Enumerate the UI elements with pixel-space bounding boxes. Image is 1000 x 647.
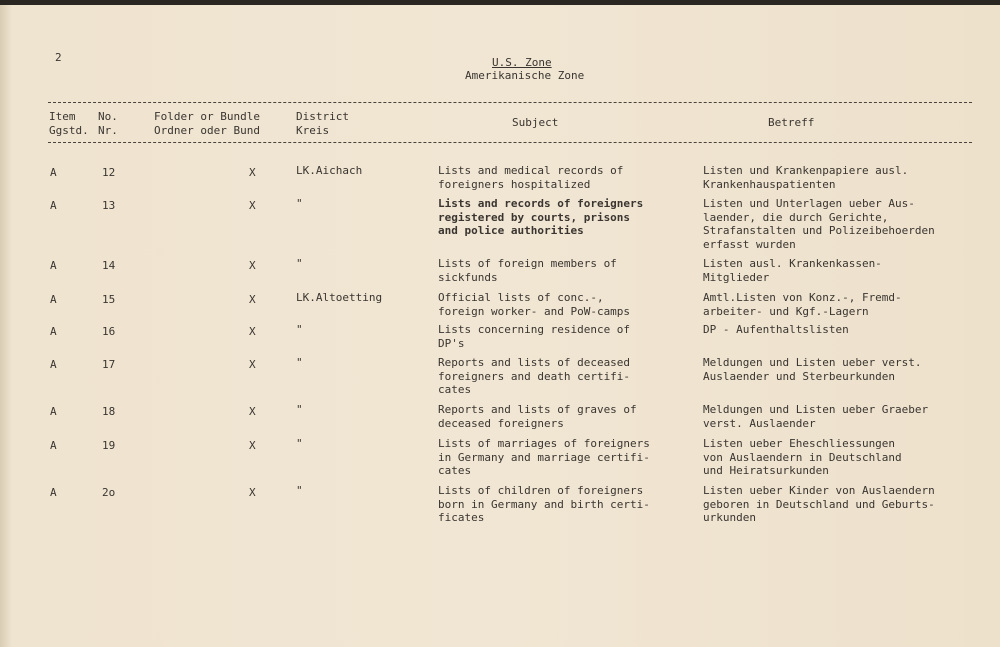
- cell-betreff: Listen ausl. Krankenkassen- Mitglieder: [703, 257, 882, 284]
- cell-item: A: [50, 259, 57, 272]
- cell-item: A: [50, 486, 57, 499]
- cell-subject: Reports and lists of graves of deceased foreigners: [438, 403, 637, 430]
- col-folder-header: Folder or Bundle Ordner oder Bund: [154, 110, 260, 137]
- cell-no: 15: [102, 293, 116, 306]
- cell-item: A: [50, 358, 57, 371]
- col-item-header: Item Ggstd.: [49, 110, 89, 137]
- cell-item: A: [50, 405, 57, 418]
- cell-folder: X: [249, 199, 256, 212]
- cell-no: 13: [102, 199, 116, 212]
- cell-betreff: Meldungen und Listen ueber verst. Auslaender und Sterbeurkunden: [703, 356, 922, 383]
- col-district-header: District Kreis: [296, 110, 349, 137]
- cell-subject: Lists of children of foreigners born in Germany and birth certi- ficates: [438, 484, 650, 524]
- cell-district: ": [296, 257, 303, 270]
- col-betreff-header: Betreff: [768, 116, 815, 129]
- cell-no: 17: [102, 358, 116, 371]
- cell-folder: X: [249, 293, 256, 306]
- cell-no: 12: [102, 166, 116, 179]
- cell-district: ": [296, 356, 303, 369]
- cell-no: 2o: [102, 486, 116, 499]
- cell-subject: Lists of marriages of foreigners in Germany and marriage certifi- cates: [438, 437, 650, 477]
- cell-folder: X: [249, 405, 256, 418]
- cell-subject: Official lists of conc.-, foreign worker- and PoW-camps: [438, 291, 631, 318]
- cell-subject: Lists and records of foreigners registered by courts, prisons and police authorities: [438, 197, 644, 237]
- cell-item: A: [50, 325, 57, 338]
- cell-district: ": [296, 484, 303, 497]
- cell-betreff: Listen ueber Kinder von Auslaendern geboren in Deutschland und Geburts- urkunden: [703, 484, 935, 524]
- cell-item: A: [50, 439, 57, 452]
- cell-item: A: [50, 199, 57, 212]
- cell-subject: Lists concerning residence of DP's: [438, 323, 631, 350]
- cell-district: LK.Aichach: [296, 164, 363, 177]
- zone-subtitle: Amerikanische Zone: [465, 69, 585, 82]
- cell-betreff: Listen und Krankenpapiere ausl. Krankenhauspatienten: [703, 164, 909, 191]
- cell-betreff: Meldungen und Listen ueber Graeber verst. Auslaender: [703, 403, 929, 430]
- cell-betreff: Listen ueber Eheschliessungen von Auslaendern in Deutschland und Heiratsurkunden: [703, 437, 902, 477]
- cell-folder: X: [249, 486, 256, 499]
- cell-subject: Lists of foreign members of sickfunds: [438, 257, 617, 284]
- cell-no: 18: [102, 405, 116, 418]
- cell-folder: X: [249, 358, 256, 371]
- cell-no: 19: [102, 439, 116, 452]
- cell-subject: Reports and lists of deceased foreigners and death certifi- cates: [438, 356, 631, 396]
- cell-betreff: Amtl.Listen von Konz.-, Fremd- arbeiter- und Kgf.-Lagern: [703, 291, 902, 318]
- scan-edge: [0, 0, 1000, 5]
- cell-no: 14: [102, 259, 116, 272]
- header-rule-top: [48, 102, 972, 103]
- cell-folder: X: [249, 325, 256, 338]
- cell-subject: Lists and medical records of foreigners hospitalized: [438, 164, 624, 191]
- cell-item: A: [50, 293, 57, 306]
- cell-folder: X: [249, 259, 256, 272]
- cell-betreff: Listen und Unterlagen ueber Aus- laender, die durch Gerichte, Strafanstalten und Polizeibehoerden erfasst wurden: [703, 197, 935, 251]
- cell-district: ": [296, 323, 303, 336]
- cell-district: ": [296, 437, 303, 450]
- cell-district: ": [296, 403, 303, 416]
- cell-betreff: DP - Aufenthaltslisten: [703, 323, 849, 336]
- col-no-header: No. Nr.: [98, 110, 118, 137]
- cell-no: 16: [102, 325, 116, 338]
- cell-item: A: [50, 166, 57, 179]
- cell-district: ": [296, 197, 303, 210]
- col-subject-header: Subject: [512, 116, 559, 129]
- cell-folder: X: [249, 439, 256, 452]
- cell-folder: X: [249, 166, 256, 179]
- page-number: 2: [55, 51, 62, 64]
- cell-district: LK.Altoetting: [296, 291, 383, 304]
- zone-title: U.S. Zone: [492, 56, 552, 69]
- header-rule-bottom: [48, 142, 972, 143]
